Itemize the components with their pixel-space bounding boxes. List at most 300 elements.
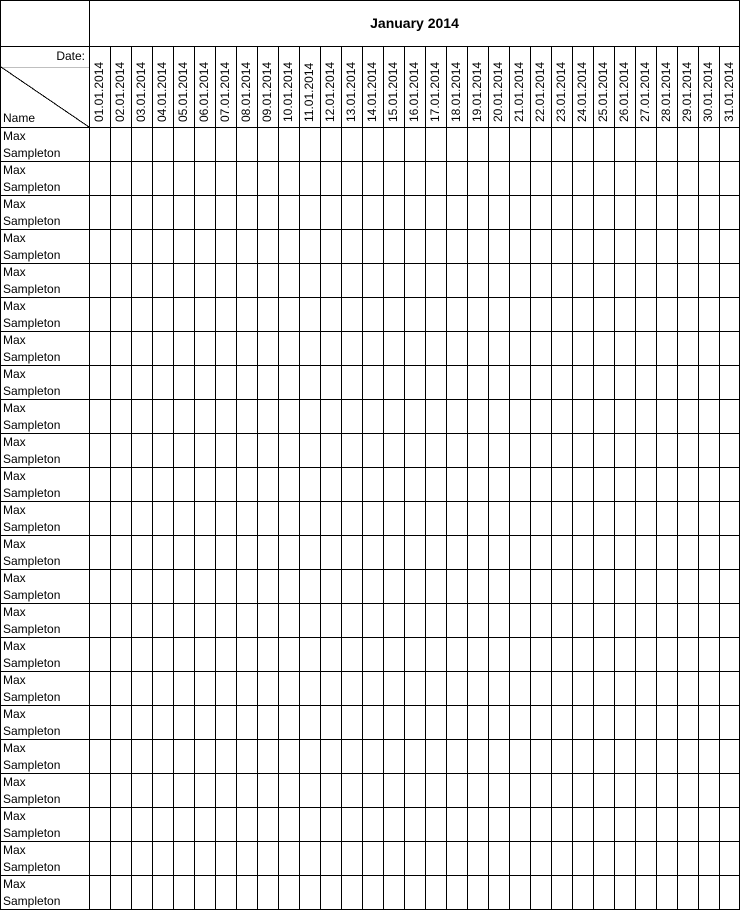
attendance-cell[interactable]	[446, 264, 467, 298]
attendance-cell[interactable]	[362, 808, 383, 842]
attendance-cell[interactable]	[614, 502, 635, 536]
attendance-cell[interactable]	[152, 366, 173, 400]
attendance-cell[interactable]	[572, 876, 593, 910]
attendance-cell[interactable]	[509, 230, 530, 264]
attendance-cell[interactable]	[656, 400, 677, 434]
attendance-cell[interactable]	[488, 332, 509, 366]
attendance-cell[interactable]	[530, 468, 551, 502]
attendance-cell[interactable]	[488, 774, 509, 808]
attendance-cell[interactable]	[635, 638, 656, 672]
attendance-cell[interactable]	[299, 400, 320, 434]
attendance-cell[interactable]	[299, 706, 320, 740]
attendance-cell[interactable]	[635, 672, 656, 706]
attendance-cell[interactable]	[215, 196, 236, 230]
attendance-cell[interactable]	[341, 502, 362, 536]
attendance-cell[interactable]	[131, 740, 152, 774]
attendance-cell[interactable]	[551, 366, 572, 400]
attendance-cell[interactable]	[110, 502, 131, 536]
attendance-cell[interactable]	[173, 876, 194, 910]
attendance-cell[interactable]	[614, 366, 635, 400]
attendance-cell[interactable]	[446, 842, 467, 876]
attendance-cell[interactable]	[593, 502, 614, 536]
attendance-cell[interactable]	[278, 162, 299, 196]
attendance-cell[interactable]	[236, 842, 257, 876]
attendance-cell[interactable]	[89, 672, 110, 706]
attendance-cell[interactable]	[131, 298, 152, 332]
attendance-cell[interactable]	[341, 400, 362, 434]
attendance-cell[interactable]	[698, 706, 719, 740]
attendance-cell[interactable]	[509, 366, 530, 400]
attendance-cell[interactable]	[131, 604, 152, 638]
attendance-cell[interactable]	[194, 332, 215, 366]
attendance-cell[interactable]	[383, 842, 404, 876]
attendance-cell[interactable]	[467, 162, 488, 196]
attendance-cell[interactable]	[635, 400, 656, 434]
attendance-cell[interactable]	[572, 162, 593, 196]
attendance-cell[interactable]	[194, 502, 215, 536]
attendance-cell[interactable]	[467, 842, 488, 876]
attendance-cell[interactable]	[719, 468, 740, 502]
attendance-cell[interactable]	[446, 876, 467, 910]
attendance-cell[interactable]	[194, 366, 215, 400]
attendance-cell[interactable]	[698, 502, 719, 536]
attendance-cell[interactable]	[656, 740, 677, 774]
attendance-cell[interactable]	[677, 604, 698, 638]
attendance-cell[interactable]	[698, 604, 719, 638]
attendance-cell[interactable]	[425, 400, 446, 434]
attendance-cell[interactable]	[110, 876, 131, 910]
attendance-cell[interactable]	[551, 604, 572, 638]
attendance-cell[interactable]	[635, 876, 656, 910]
attendance-cell[interactable]	[320, 570, 341, 604]
attendance-cell[interactable]	[173, 502, 194, 536]
attendance-cell[interactable]	[509, 774, 530, 808]
attendance-cell[interactable]	[593, 332, 614, 366]
attendance-cell[interactable]	[89, 876, 110, 910]
attendance-cell[interactable]	[383, 366, 404, 400]
attendance-cell[interactable]	[467, 672, 488, 706]
attendance-cell[interactable]	[677, 774, 698, 808]
attendance-cell[interactable]	[383, 128, 404, 162]
attendance-cell[interactable]	[299, 128, 320, 162]
attendance-cell[interactable]	[698, 808, 719, 842]
attendance-cell[interactable]	[572, 468, 593, 502]
attendance-cell[interactable]	[341, 366, 362, 400]
attendance-cell[interactable]	[593, 570, 614, 604]
attendance-cell[interactable]	[89, 536, 110, 570]
attendance-cell[interactable]	[488, 638, 509, 672]
attendance-cell[interactable]	[656, 876, 677, 910]
attendance-cell[interactable]	[194, 706, 215, 740]
attendance-cell[interactable]	[215, 570, 236, 604]
attendance-cell[interactable]	[194, 808, 215, 842]
attendance-cell[interactable]	[278, 502, 299, 536]
attendance-cell[interactable]	[362, 468, 383, 502]
attendance-cell[interactable]	[446, 604, 467, 638]
attendance-cell[interactable]	[698, 128, 719, 162]
attendance-cell[interactable]	[404, 740, 425, 774]
attendance-cell[interactable]	[236, 298, 257, 332]
attendance-cell[interactable]	[278, 264, 299, 298]
attendance-cell[interactable]	[698, 264, 719, 298]
attendance-cell[interactable]	[383, 570, 404, 604]
attendance-cell[interactable]	[173, 638, 194, 672]
attendance-cell[interactable]	[152, 842, 173, 876]
attendance-cell[interactable]	[698, 162, 719, 196]
attendance-cell[interactable]	[551, 468, 572, 502]
attendance-cell[interactable]	[152, 808, 173, 842]
attendance-cell[interactable]	[152, 638, 173, 672]
attendance-cell[interactable]	[635, 332, 656, 366]
attendance-cell[interactable]	[110, 740, 131, 774]
attendance-cell[interactable]	[257, 536, 278, 570]
attendance-cell[interactable]	[215, 230, 236, 264]
attendance-cell[interactable]	[341, 298, 362, 332]
attendance-cell[interactable]	[572, 740, 593, 774]
attendance-cell[interactable]	[530, 740, 551, 774]
attendance-cell[interactable]	[698, 740, 719, 774]
attendance-cell[interactable]	[488, 468, 509, 502]
attendance-cell[interactable]	[236, 740, 257, 774]
attendance-cell[interactable]	[89, 842, 110, 876]
attendance-cell[interactable]	[572, 808, 593, 842]
attendance-cell[interactable]	[131, 672, 152, 706]
attendance-cell[interactable]	[383, 774, 404, 808]
attendance-cell[interactable]	[257, 332, 278, 366]
attendance-cell[interactable]	[152, 230, 173, 264]
attendance-cell[interactable]	[152, 502, 173, 536]
attendance-cell[interactable]	[593, 706, 614, 740]
attendance-cell[interactable]	[446, 162, 467, 196]
attendance-cell[interactable]	[152, 196, 173, 230]
attendance-cell[interactable]	[131, 366, 152, 400]
attendance-cell[interactable]	[719, 366, 740, 400]
attendance-cell[interactable]	[110, 434, 131, 468]
attendance-cell[interactable]	[110, 366, 131, 400]
attendance-cell[interactable]	[719, 298, 740, 332]
attendance-cell[interactable]	[572, 604, 593, 638]
attendance-cell[interactable]	[698, 230, 719, 264]
attendance-cell[interactable]	[446, 536, 467, 570]
attendance-cell[interactable]	[677, 366, 698, 400]
attendance-cell[interactable]	[467, 128, 488, 162]
attendance-cell[interactable]	[215, 604, 236, 638]
attendance-cell[interactable]	[236, 638, 257, 672]
attendance-cell[interactable]	[173, 434, 194, 468]
attendance-cell[interactable]	[131, 638, 152, 672]
attendance-cell[interactable]	[446, 298, 467, 332]
attendance-cell[interactable]	[110, 536, 131, 570]
attendance-cell[interactable]	[677, 230, 698, 264]
attendance-cell[interactable]	[488, 196, 509, 230]
attendance-cell[interactable]	[341, 740, 362, 774]
attendance-cell[interactable]	[425, 332, 446, 366]
attendance-cell[interactable]	[278, 196, 299, 230]
attendance-cell[interactable]	[488, 298, 509, 332]
attendance-cell[interactable]	[89, 264, 110, 298]
attendance-cell[interactable]	[530, 774, 551, 808]
attendance-cell[interactable]	[446, 502, 467, 536]
attendance-cell[interactable]	[614, 536, 635, 570]
attendance-cell[interactable]	[89, 332, 110, 366]
attendance-cell[interactable]	[719, 332, 740, 366]
attendance-cell[interactable]	[404, 400, 425, 434]
attendance-cell[interactable]	[593, 842, 614, 876]
attendance-cell[interactable]	[236, 808, 257, 842]
attendance-cell[interactable]	[719, 842, 740, 876]
attendance-cell[interactable]	[635, 366, 656, 400]
attendance-cell[interactable]	[551, 230, 572, 264]
attendance-cell[interactable]	[173, 672, 194, 706]
attendance-cell[interactable]	[89, 196, 110, 230]
attendance-cell[interactable]	[509, 570, 530, 604]
attendance-cell[interactable]	[593, 366, 614, 400]
attendance-cell[interactable]	[131, 536, 152, 570]
attendance-cell[interactable]	[719, 706, 740, 740]
attendance-cell[interactable]	[152, 604, 173, 638]
attendance-cell[interactable]	[215, 468, 236, 502]
attendance-cell[interactable]	[152, 672, 173, 706]
attendance-cell[interactable]	[551, 128, 572, 162]
attendance-cell[interactable]	[467, 774, 488, 808]
attendance-cell[interactable]	[89, 706, 110, 740]
attendance-cell[interactable]	[299, 502, 320, 536]
attendance-cell[interactable]	[194, 536, 215, 570]
attendance-cell[interactable]	[257, 638, 278, 672]
attendance-cell[interactable]	[530, 196, 551, 230]
attendance-cell[interactable]	[278, 808, 299, 842]
attendance-cell[interactable]	[614, 808, 635, 842]
attendance-cell[interactable]	[509, 468, 530, 502]
attendance-cell[interactable]	[572, 264, 593, 298]
attendance-cell[interactable]	[488, 842, 509, 876]
attendance-cell[interactable]	[656, 774, 677, 808]
attendance-cell[interactable]	[131, 842, 152, 876]
attendance-cell[interactable]	[299, 638, 320, 672]
attendance-cell[interactable]	[614, 876, 635, 910]
attendance-cell[interactable]	[215, 536, 236, 570]
attendance-cell[interactable]	[614, 604, 635, 638]
attendance-cell[interactable]	[89, 400, 110, 434]
attendance-cell[interactable]	[257, 808, 278, 842]
attendance-cell[interactable]	[698, 842, 719, 876]
attendance-cell[interactable]	[614, 570, 635, 604]
attendance-cell[interactable]	[635, 128, 656, 162]
attendance-cell[interactable]	[194, 740, 215, 774]
attendance-cell[interactable]	[341, 196, 362, 230]
attendance-cell[interactable]	[278, 366, 299, 400]
attendance-cell[interactable]	[530, 298, 551, 332]
attendance-cell[interactable]	[509, 162, 530, 196]
attendance-cell[interactable]	[551, 706, 572, 740]
attendance-cell[interactable]	[488, 434, 509, 468]
attendance-cell[interactable]	[320, 400, 341, 434]
attendance-cell[interactable]	[593, 468, 614, 502]
attendance-cell[interactable]	[677, 298, 698, 332]
attendance-cell[interactable]	[530, 570, 551, 604]
attendance-cell[interactable]	[677, 502, 698, 536]
attendance-cell[interactable]	[614, 706, 635, 740]
attendance-cell[interactable]	[215, 740, 236, 774]
attendance-cell[interactable]	[614, 774, 635, 808]
attendance-cell[interactable]	[173, 128, 194, 162]
attendance-cell[interactable]	[131, 468, 152, 502]
attendance-cell[interactable]	[89, 366, 110, 400]
attendance-cell[interactable]	[173, 740, 194, 774]
attendance-cell[interactable]	[488, 740, 509, 774]
attendance-cell[interactable]	[635, 808, 656, 842]
attendance-cell[interactable]	[383, 264, 404, 298]
attendance-cell[interactable]	[677, 706, 698, 740]
attendance-cell[interactable]	[257, 774, 278, 808]
attendance-cell[interactable]	[152, 570, 173, 604]
attendance-cell[interactable]	[614, 196, 635, 230]
attendance-cell[interactable]	[719, 230, 740, 264]
attendance-cell[interactable]	[341, 672, 362, 706]
attendance-cell[interactable]	[404, 366, 425, 400]
attendance-cell[interactable]	[719, 196, 740, 230]
attendance-cell[interactable]	[698, 876, 719, 910]
attendance-cell[interactable]	[152, 740, 173, 774]
attendance-cell[interactable]	[257, 672, 278, 706]
attendance-cell[interactable]	[656, 128, 677, 162]
attendance-cell[interactable]	[446, 706, 467, 740]
attendance-cell[interactable]	[110, 196, 131, 230]
attendance-cell[interactable]	[89, 740, 110, 774]
attendance-cell[interactable]	[173, 536, 194, 570]
attendance-cell[interactable]	[299, 842, 320, 876]
attendance-cell[interactable]	[278, 672, 299, 706]
attendance-cell[interactable]	[593, 774, 614, 808]
attendance-cell[interactable]	[110, 332, 131, 366]
attendance-cell[interactable]	[488, 264, 509, 298]
attendance-cell[interactable]	[488, 706, 509, 740]
attendance-cell[interactable]	[278, 638, 299, 672]
attendance-cell[interactable]	[635, 536, 656, 570]
attendance-cell[interactable]	[530, 638, 551, 672]
attendance-cell[interactable]	[89, 298, 110, 332]
attendance-cell[interactable]	[110, 264, 131, 298]
attendance-cell[interactable]	[362, 400, 383, 434]
attendance-cell[interactable]	[698, 774, 719, 808]
attendance-cell[interactable]	[404, 468, 425, 502]
attendance-cell[interactable]	[110, 230, 131, 264]
attendance-cell[interactable]	[278, 434, 299, 468]
attendance-cell[interactable]	[467, 876, 488, 910]
attendance-cell[interactable]	[89, 570, 110, 604]
attendance-cell[interactable]	[257, 706, 278, 740]
attendance-cell[interactable]	[257, 162, 278, 196]
attendance-cell[interactable]	[467, 570, 488, 604]
attendance-cell[interactable]	[278, 128, 299, 162]
attendance-cell[interactable]	[173, 468, 194, 502]
attendance-cell[interactable]	[257, 434, 278, 468]
attendance-cell[interactable]	[173, 332, 194, 366]
attendance-cell[interactable]	[719, 638, 740, 672]
attendance-cell[interactable]	[257, 842, 278, 876]
attendance-cell[interactable]	[572, 536, 593, 570]
attendance-cell[interactable]	[362, 162, 383, 196]
attendance-cell[interactable]	[131, 434, 152, 468]
attendance-cell[interactable]	[404, 706, 425, 740]
attendance-cell[interactable]	[194, 638, 215, 672]
attendance-cell[interactable]	[551, 196, 572, 230]
attendance-cell[interactable]	[530, 230, 551, 264]
attendance-cell[interactable]	[488, 808, 509, 842]
attendance-cell[interactable]	[467, 366, 488, 400]
attendance-cell[interactable]	[362, 604, 383, 638]
attendance-cell[interactable]	[614, 162, 635, 196]
attendance-cell[interactable]	[467, 400, 488, 434]
attendance-cell[interactable]	[257, 876, 278, 910]
attendance-cell[interactable]	[173, 774, 194, 808]
attendance-cell[interactable]	[383, 298, 404, 332]
attendance-cell[interactable]	[131, 230, 152, 264]
attendance-cell[interactable]	[341, 570, 362, 604]
attendance-cell[interactable]	[236, 468, 257, 502]
attendance-cell[interactable]	[698, 672, 719, 706]
attendance-cell[interactable]	[131, 400, 152, 434]
attendance-cell[interactable]	[635, 502, 656, 536]
attendance-cell[interactable]	[383, 196, 404, 230]
attendance-cell[interactable]	[425, 740, 446, 774]
attendance-cell[interactable]	[509, 842, 530, 876]
attendance-cell[interactable]	[446, 740, 467, 774]
attendance-cell[interactable]	[656, 842, 677, 876]
attendance-cell[interactable]	[467, 706, 488, 740]
attendance-cell[interactable]	[152, 264, 173, 298]
attendance-cell[interactable]	[425, 604, 446, 638]
attendance-cell[interactable]	[404, 264, 425, 298]
attendance-cell[interactable]	[89, 162, 110, 196]
attendance-cell[interactable]	[635, 264, 656, 298]
attendance-cell[interactable]	[572, 706, 593, 740]
attendance-cell[interactable]	[614, 264, 635, 298]
attendance-cell[interactable]	[110, 706, 131, 740]
attendance-cell[interactable]	[467, 230, 488, 264]
attendance-cell[interactable]	[257, 128, 278, 162]
attendance-cell[interactable]	[677, 638, 698, 672]
attendance-cell[interactable]	[677, 264, 698, 298]
attendance-cell[interactable]	[509, 740, 530, 774]
attendance-cell[interactable]	[215, 706, 236, 740]
attendance-cell[interactable]	[425, 366, 446, 400]
attendance-cell[interactable]	[467, 740, 488, 774]
attendance-cell[interactable]	[215, 808, 236, 842]
attendance-cell[interactable]	[131, 332, 152, 366]
attendance-cell[interactable]	[404, 196, 425, 230]
attendance-cell[interactable]	[614, 128, 635, 162]
attendance-cell[interactable]	[719, 400, 740, 434]
attendance-cell[interactable]	[677, 400, 698, 434]
attendance-cell[interactable]	[362, 740, 383, 774]
attendance-cell[interactable]	[320, 842, 341, 876]
attendance-cell[interactable]	[362, 332, 383, 366]
attendance-cell[interactable]	[362, 774, 383, 808]
attendance-cell[interactable]	[131, 876, 152, 910]
attendance-cell[interactable]	[257, 400, 278, 434]
attendance-cell[interactable]	[530, 604, 551, 638]
attendance-cell[interactable]	[320, 502, 341, 536]
attendance-cell[interactable]	[425, 162, 446, 196]
attendance-cell[interactable]	[425, 706, 446, 740]
attendance-cell[interactable]	[194, 230, 215, 264]
attendance-cell[interactable]	[194, 842, 215, 876]
attendance-cell[interactable]	[509, 264, 530, 298]
attendance-cell[interactable]	[110, 400, 131, 434]
attendance-cell[interactable]	[299, 162, 320, 196]
attendance-cell[interactable]	[698, 400, 719, 434]
